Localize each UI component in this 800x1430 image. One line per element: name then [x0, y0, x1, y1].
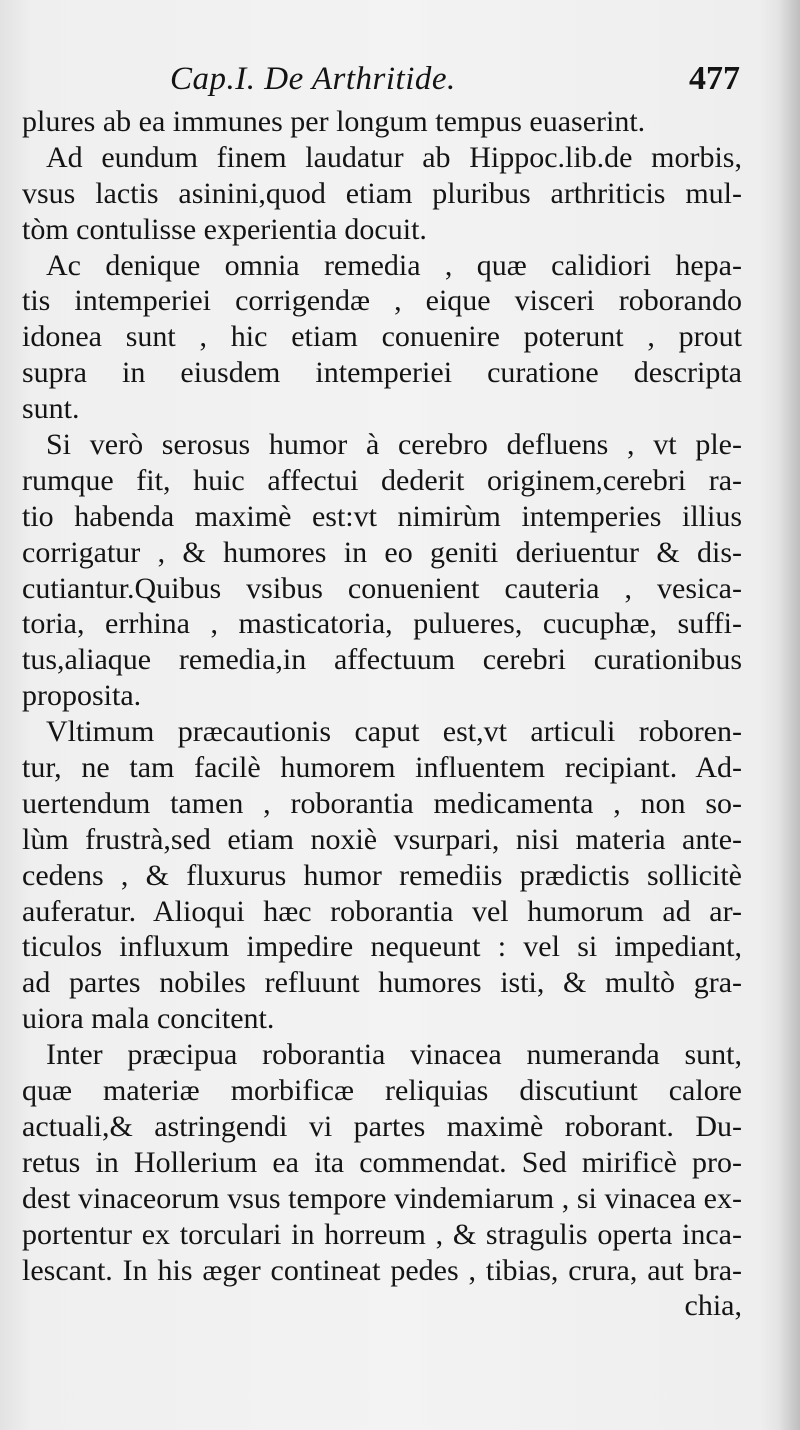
text-line: lescant. In his æger contineat pedes , tibias, crura, aut bra-: [22, 1253, 742, 1287]
text-line: portentur ex torculari in horreum , & stragulis operta inca-: [22, 1217, 742, 1251]
text-line: plures ab ea immunes per longum tempus euaserint.: [22, 105, 646, 138]
text-line: Ac denique omnia remedia , quæ calidiori hepa-: [46, 248, 742, 282]
page-header: [170, 60, 740, 106]
text-line: tur, ne tam facilè humorem influentem recipiant. Ad-: [22, 751, 742, 785]
text-line: ad partes nobiles refluunt humores isti, & multò gra-: [22, 966, 742, 1000]
page-number: 477: [689, 60, 740, 97]
text-line: quæ materiæ morbificæ reliquias discutiunt calore: [22, 1074, 742, 1108]
text-line: sunt.: [22, 392, 80, 426]
text-line: idonea sunt , hic etiam conuenire poterunt , prout: [22, 320, 742, 354]
text-line: Ad eundum finem laudatur ab Hippoc.lib.de morbis,: [46, 140, 742, 174]
text-line: cutiantur.Quibus vsibus conuenient cauteria , vesica-: [22, 571, 742, 605]
text-line: actuali,& astringendi vi partes maximè roborant. Du-: [22, 1109, 742, 1143]
text-line: corrigatur , & humores in eo geniti deriuentur & dis-: [22, 535, 742, 569]
text-line: Si verò serosus humor à cerebro defluens , vt ple-: [46, 428, 742, 462]
text-line: supra in eiusdem intemperiei curatione descripta: [22, 356, 742, 390]
text-line: proposita.: [22, 679, 142, 713]
text-line: auferatur. Alioqui hæc roborantia vel humorum ad ar-: [22, 894, 742, 928]
text-line: lùm frustrà,sed etiam noxiè vsurpari, nisi materia ante-: [22, 822, 742, 856]
text-line: Vltimum præcautionis caput est,vt articuli roboren-: [46, 715, 742, 749]
body-text: [22, 104, 742, 1324]
text-line: ticulos influxum impedire nequeunt : vel si impediant,: [22, 930, 742, 964]
text-line: tus,aliaque remedia,in affectuum cerebri curationibus: [22, 643, 742, 677]
text-line: tis intemperiei corrigendæ , eique visceri roborando: [22, 284, 742, 318]
text-line: rumque fit, huic affectui dederit originem,cerebri ra-: [22, 463, 742, 497]
text-line: uertendum tamen , roborantia medicamenta , non so-: [22, 786, 742, 820]
text-line: toria, errhina , masticatoria, pulueres, cucuphæ, suffi-: [22, 607, 742, 641]
text-line: cedens , & fluxurus humor remediis prædictis sollicitè: [22, 858, 742, 892]
running-head: Cap.I. De Arthritide.: [170, 61, 456, 97]
text-line: Inter præcipua roborantia vinacea numeranda sunt,: [46, 1038, 742, 1072]
text-line: uiora mala concitent.: [22, 1002, 275, 1036]
gutter-shadow: [778, 0, 800, 1430]
text-line: chia,: [684, 1289, 742, 1323]
text-line: retus in Hollerium ea ita commendat. Sed mirificè pro-: [22, 1145, 742, 1179]
text-line: vsus lactis asinini,quod etiam pluribus arthriticis mul-: [22, 176, 742, 210]
text-line: tio habenda maximè est:vt nimirùm intemperies illius: [22, 499, 742, 533]
text-line: tòm contulisse experientia docuit.: [22, 212, 427, 246]
text-line: dest vinaceorum vsus tempore vindemiarum , si vinacea ex-: [22, 1181, 742, 1215]
